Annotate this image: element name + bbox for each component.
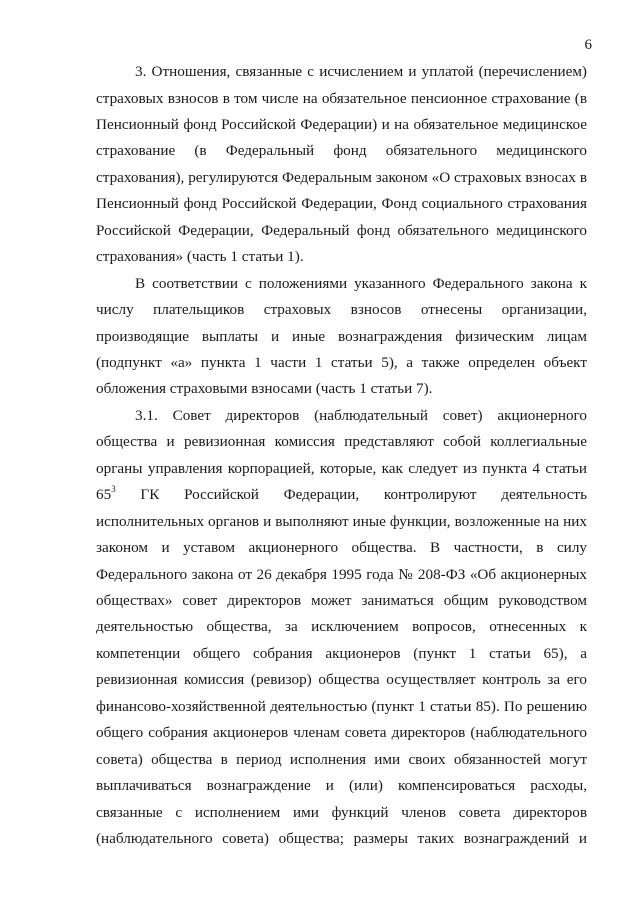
text-line: [96, 670, 587, 690]
text-line: [96, 89, 587, 109]
text-line-content: Пенсионный фонд Российской Федерации, Фонд социального страхования: [96, 195, 587, 213]
text-line-content: обложения страховыми взносами (часть 1 статьи 7).: [96, 380, 433, 398]
text-line-content: 65: [96, 486, 112, 504]
text-line: [96, 379, 587, 399]
text-line-content: 3.1. Совет директоров (наблюдательный совет) акционерного: [135, 406, 587, 424]
text-line: [96, 485, 587, 505]
text-line-content: страхования» (часть 1 статьи 1).: [96, 248, 304, 266]
text-line-content: Пенсионный фонд Российской Федерации) и на обязательное медицинское: [96, 115, 587, 133]
text-line-content: выплачиваться вознаграждение и (или) компенсироваться расходы,: [96, 777, 587, 795]
text-line-content: компетенции общего собрания акционеров (пункт 1 статьи 65), а: [96, 644, 587, 662]
text-line: [96, 115, 587, 135]
text-line-content: производящие выплаты и иные вознаграждения физическим лицам: [96, 327, 587, 345]
text-line: [96, 697, 587, 717]
text-line: [96, 168, 587, 188]
text-line: [96, 512, 587, 532]
text-line: [96, 459, 587, 479]
text-line: [96, 750, 587, 770]
text-line: [96, 776, 587, 796]
text-line: [96, 644, 587, 664]
text-line-content: числу плательщиков страховых взносов отнесены организации,: [96, 301, 587, 318]
text-line-content: (подпункт «а» пункта 1 части 1 статьи 5), а также определен объект: [96, 353, 587, 371]
text-line-content: совета) общества в период исполнения ими своих обязанностей могут: [96, 750, 587, 768]
text-line: [135, 274, 587, 294]
text-line: [96, 829, 587, 849]
text-line: [96, 803, 587, 823]
text-line-content: ревизионная комиссия (ревизор) общества осуществляет контроль за его: [96, 671, 587, 689]
text-line-content: Российской Федерации, Федеральный фонд обязательного медицинского: [96, 221, 587, 239]
text-line-content: страховых взносов в том числе на обязательное пенсионное страхование (в: [96, 89, 587, 107]
text-line: [96, 538, 587, 558]
text-line-content: (наблюдательного совета) общества; размеры таких вознаграждений и: [96, 830, 587, 847]
text-line: [96, 565, 587, 585]
text-line: [96, 617, 587, 637]
text-line-content: органы управления корпорацией, которые, как следует из пункта 4 статьи: [96, 459, 587, 477]
text-line: [96, 221, 587, 241]
text-line: [96, 300, 587, 320]
text-line: [135, 62, 587, 82]
text-line-content: общества и ревизионная комиссия представляют собой коллегиальные: [96, 433, 587, 451]
page-number: 6: [584, 37, 592, 53]
text-line: [96, 247, 587, 267]
text-line-content: финансово-хозяйственной деятельностью (пункт 1 статьи 85). По решению: [96, 697, 587, 715]
text-line-content: В соответствии с положениями указанного Федерального закона к: [135, 274, 587, 292]
text-line-content: страхование (в Федеральный фонд обязательного медицинского: [96, 142, 587, 160]
text-line-content: обществах» совет директоров может заниматься общим руководством: [96, 592, 587, 609]
text-line-content: страхования), регулируются Федеральным законом «О страховых взносах в: [96, 168, 587, 186]
text-line: [96, 432, 587, 452]
text-line: [96, 723, 587, 743]
text-line: [96, 327, 587, 347]
text-line-content: законом и уставом акционерного общества. В частности, в силу: [96, 539, 587, 557]
text-line-content: Федерального закона от 26 декабря 1995 года № 208-ФЗ «Об акционерных: [96, 565, 587, 583]
text-line-content: 3. Отношения, связанные с исчислением и уплатой (перечислением): [135, 63, 587, 80]
superscript: 3: [111, 484, 116, 495]
text-line-content: связанные с исполнением ими функций членов совета директоров: [96, 803, 587, 821]
text-line-content: исполнительных органов и выполняют иные функции, возложенные на них: [96, 512, 587, 530]
text-line-content: деятельностью общества, за исключением вопросов, отнесенных к: [96, 618, 587, 636]
text-line: [96, 591, 587, 611]
text-line: [96, 194, 587, 214]
text-line: [96, 353, 587, 373]
text-line: [96, 141, 587, 161]
text-line-tail: ГК Российской Федерации, контролируют деятельность: [115, 486, 587, 504]
text-line: [135, 406, 587, 426]
text-line-content: общего собрания акционеров членам совета директоров (наблюдательного: [96, 724, 587, 742]
